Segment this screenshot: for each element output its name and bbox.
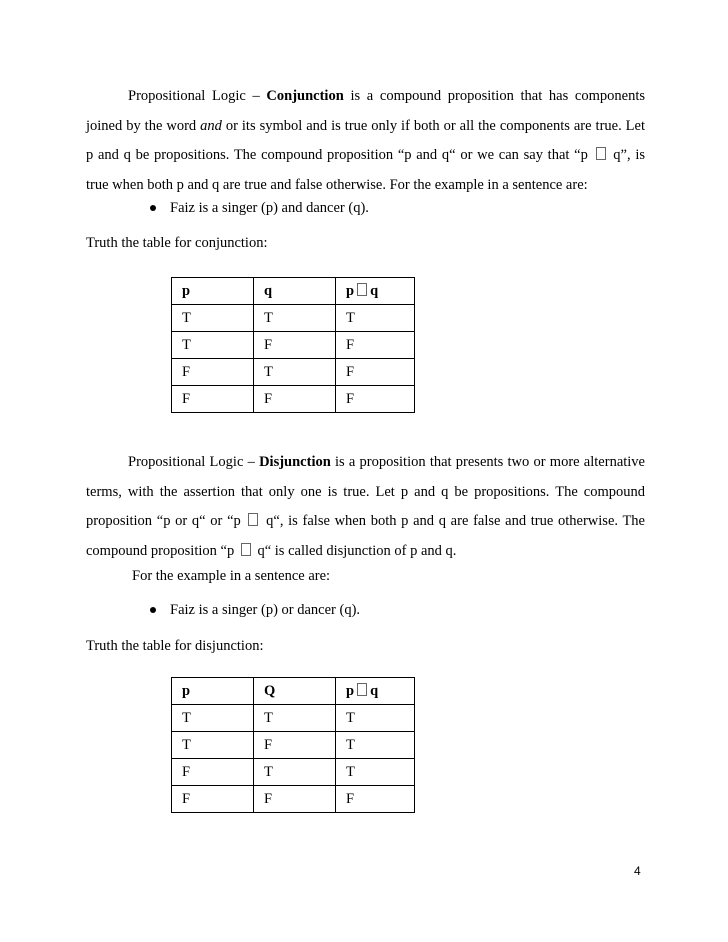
table-header-row: [172, 278, 415, 305]
disjunction-bullet: [150, 600, 360, 620]
conjunction-paragraph: [86, 82, 645, 200]
conjunction-truth-table: [171, 277, 415, 413]
disjunction-rest1: q“, is false when both p and q are false and true otherwise. The compound proposition “p: [86, 513, 645, 559]
table-cell: F: [336, 359, 415, 386]
table-cell: T: [172, 332, 254, 359]
table-row: [172, 732, 415, 759]
table-row: [172, 786, 415, 813]
table-cell: F: [172, 359, 254, 386]
table-cell: F: [172, 786, 254, 813]
disjunction-paragraph: [86, 448, 645, 566]
header-cell: p q: [336, 278, 415, 305]
table-cell: T: [172, 705, 254, 732]
or-symbol-icon: [241, 543, 251, 556]
disjunction-example-intro: For the example in a sentence are:: [132, 568, 331, 584]
header-cell: p: [172, 278, 254, 305]
or-symbol-icon: [248, 513, 258, 526]
table-cell: F: [172, 386, 254, 413]
table-row: [172, 759, 415, 786]
table-row: [172, 305, 415, 332]
table-cell: T: [254, 305, 336, 332]
table-cell: F: [254, 786, 336, 813]
conjunction-bullet: [150, 198, 369, 218]
conjunction-prefix: Propositional Logic –: [128, 88, 267, 104]
table-cell: F: [336, 332, 415, 359]
disjunction-term: Disjunction: [259, 454, 331, 470]
table-row: [172, 332, 415, 359]
bullet-icon: [150, 205, 156, 211]
conjunction-rest2: q”, is true when both p and q are true and false otherwise. For the example in a sentence are:: [86, 147, 646, 193]
conjunction-term: Conjunction: [266, 88, 344, 104]
conjunction-table-caption: Truth the table for conjunction:: [86, 235, 268, 251]
bullet-icon: [150, 607, 156, 613]
table-row: [172, 705, 415, 732]
disjunction-rest2: q“ is called disjunction of p and q.: [253, 542, 457, 559]
table-cell: T: [254, 359, 336, 386]
table-cell: F: [254, 386, 336, 413]
table-cell: T: [336, 705, 415, 732]
disjunction-table-caption: Truth the table for disjunction:: [86, 638, 264, 654]
header-cell: q: [254, 278, 336, 305]
conjunction-rest1: or its symbol and is true only if both or all the components are true. Let p and q be propositions. The compound proposition “p and q“ or we can say that “p: [86, 117, 645, 163]
table-cell: F: [336, 786, 415, 813]
header-cell: p: [172, 678, 254, 705]
table-cell: T: [172, 305, 254, 332]
table-header-row: [172, 678, 415, 705]
header-cell: Q: [254, 678, 336, 705]
table-cell: F: [172, 759, 254, 786]
conjunction-bullet-text: Faiz is a singer (p) and dancer (q).: [170, 200, 369, 216]
header-cell: p q: [336, 678, 415, 705]
conjunction-word: and: [200, 117, 222, 134]
and-symbol-icon: [357, 283, 367, 296]
and-symbol-icon: [596, 147, 606, 160]
page-number: 4: [634, 864, 641, 878]
table-cell: F: [336, 386, 415, 413]
table-cell: T: [254, 759, 336, 786]
disjunction-bullet-text: Faiz is a singer (p) or dancer (q).: [170, 602, 361, 618]
table-cell: T: [336, 759, 415, 786]
table-cell: F: [254, 332, 336, 359]
table-cell: T: [172, 732, 254, 759]
conjunction-mid: is a compound proposition that has components joined by the word: [86, 88, 645, 134]
table-cell: F: [254, 732, 336, 759]
table-cell: T: [336, 305, 415, 332]
table-cell: T: [336, 732, 415, 759]
table-row: [172, 386, 415, 413]
disjunction-truth-table: [171, 677, 415, 813]
table-cell: T: [254, 705, 336, 732]
disjunction-mid: is a proposition that presents two or more alternative terms, with the assertion that only one is true. Let p and q be propositions. The compound proposition “p or q“ or “p: [86, 454, 645, 529]
table-row: [172, 359, 415, 386]
or-symbol-icon: [357, 683, 367, 696]
disjunction-prefix: Propositional Logic –: [128, 454, 260, 470]
